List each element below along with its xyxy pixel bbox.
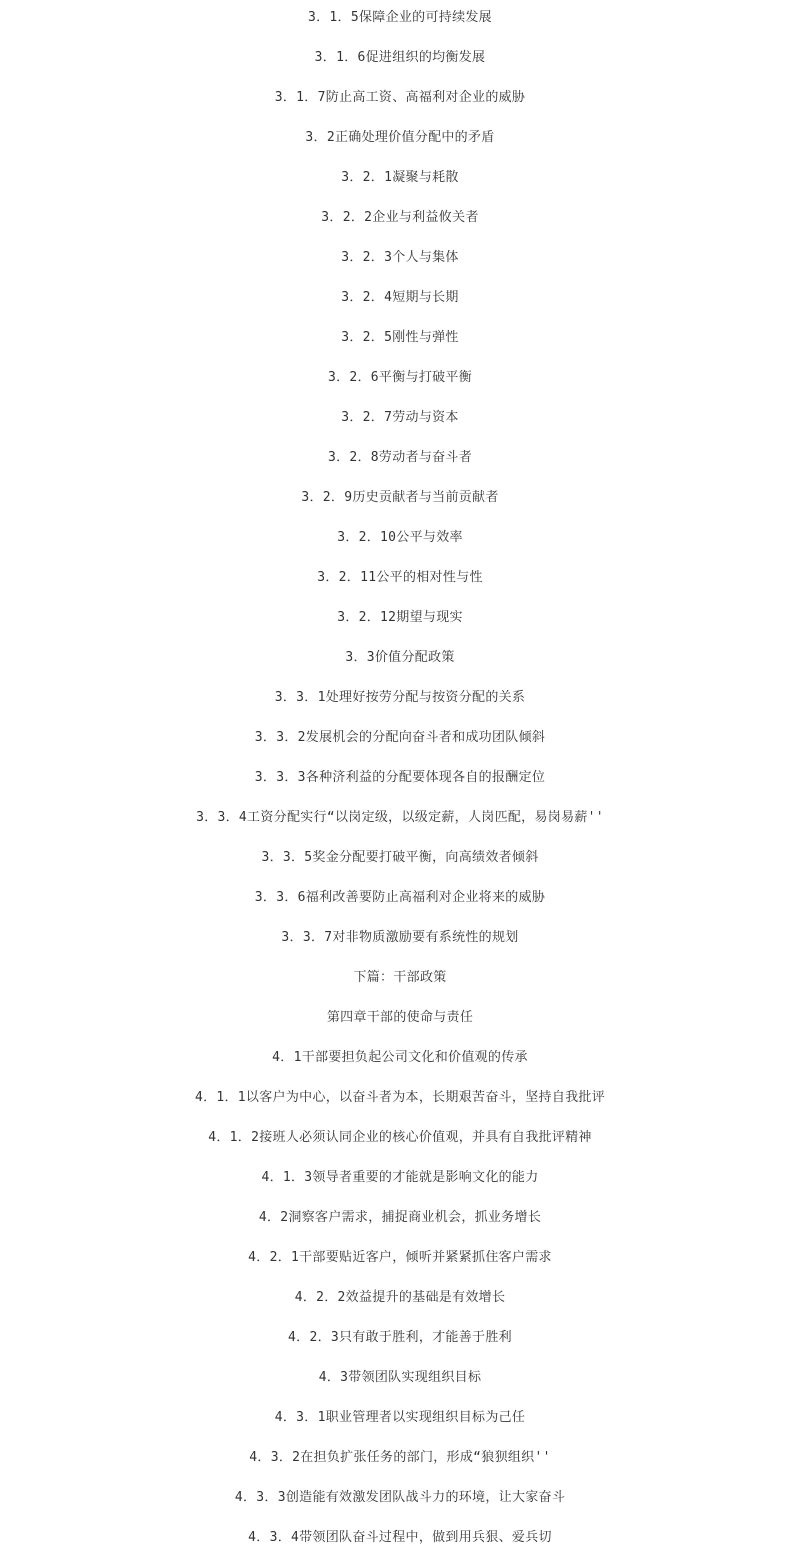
toc-item: 4．3．4带领团队奋斗过程中，做到用兵狠、爱兵切 (248, 1530, 552, 1545)
toc-section-heading: 3．2正确处理价值分配中的矛盾 (305, 130, 495, 145)
toc-item: 3．3．3各种济利益的分配要体现各自的报酬定位 (254, 770, 546, 785)
toc-part-heading: 下篇：干部政策 (353, 970, 447, 985)
toc-item: 3．2．7劳动与资本 (341, 410, 459, 425)
toc-item: 3．3．5奖金分配要打破平衡，向高绩效者倾斜 (261, 850, 539, 865)
toc-item: 3．2．8劳动者与奋斗者 (327, 450, 473, 465)
toc-item: 3．2．9历史贡献者与当前贡献者 (301, 490, 499, 505)
toc-item: 3．2．1凝聚与耗散 (341, 170, 459, 185)
toc-item: 3．1．6促进组织的均衡发展 (314, 50, 486, 65)
toc-item: 4．1．1以客户为中心，以奋斗者为本，长期艰苦奋斗，坚持自我批评 (194, 1090, 606, 1105)
toc-item: 3．2．5刚性与弹性 (341, 330, 459, 345)
toc-section-heading: 3．3价值分配政策 (345, 650, 455, 665)
toc-item: 3．2．3个人与集体 (341, 250, 459, 265)
toc-item: 3．3．1处理好按劳分配与按资分配的关系 (274, 690, 526, 705)
toc-item: 4．2．2效益提升的基础是有效增长 (294, 1290, 506, 1305)
toc-item: 3．3．4工资分配实行“以岗定级，以级定薪，人岗匹配，易岗易薪'' (196, 810, 604, 825)
toc-item: 3．3．2发展机会的分配向奋斗者和成功团队倾斜 (254, 730, 546, 745)
toc-item: 4．3．1职业管理者以实现组织目标为己任 (274, 1410, 526, 1425)
toc-item: 3．2．10公平与效率 (337, 530, 463, 545)
toc-item: 3．3．7对非物质激励要有系统性的规划 (281, 930, 519, 945)
toc-item: 4．2．1干部要贴近客户，倾听并紧紧抓住客户需求 (248, 1250, 552, 1265)
toc-item: 4．1．2接班人必须认同企业的核心价值观，并具有自我批评精神 (208, 1130, 592, 1145)
toc-section-heading: 4．3带领团队实现组织目标 (318, 1370, 482, 1385)
toc-item: 4．2．3只有敢于胜利，才能善于胜利 (288, 1330, 512, 1345)
toc-item: 3．2．4短期与长期 (341, 290, 459, 305)
toc-item: 3．2．2企业与利益攸关者 (321, 210, 479, 225)
toc-item: 3．2．6平衡与打破平衡 (327, 370, 473, 385)
toc-section-heading: 4．1干部要担负起公司文化和价值观的传承 (272, 1050, 528, 1065)
toc-item: 3．2．12期望与现实 (337, 610, 463, 625)
toc-item: 4．3．2在担负扩张任务的部门，形成“狼狈组织'' (249, 1450, 551, 1465)
toc-item: 3．1．7防止高工资、高福利对企业的威胁 (274, 90, 526, 105)
toc-item: 4．3．3创造能有效激发团队战斗力的环境，让大家奋斗 (234, 1490, 566, 1505)
toc-item: 3．3．6福利改善要防止高福利对企业将来的威胁 (254, 890, 546, 905)
toc-item: 4．1．3领导者重要的才能就是影响文化的能力 (261, 1170, 539, 1185)
toc-item: 3．1．5保障企业的可持续发展 (308, 10, 492, 25)
toc-chapter-heading: 第四章干部的使命与责任 (326, 1010, 474, 1025)
toc-section-heading: 4．2洞察客户需求，捕捉商业机会，抓业务增长 (258, 1210, 542, 1225)
toc-item: 3．2．11公平的相对性与性 (317, 570, 483, 585)
